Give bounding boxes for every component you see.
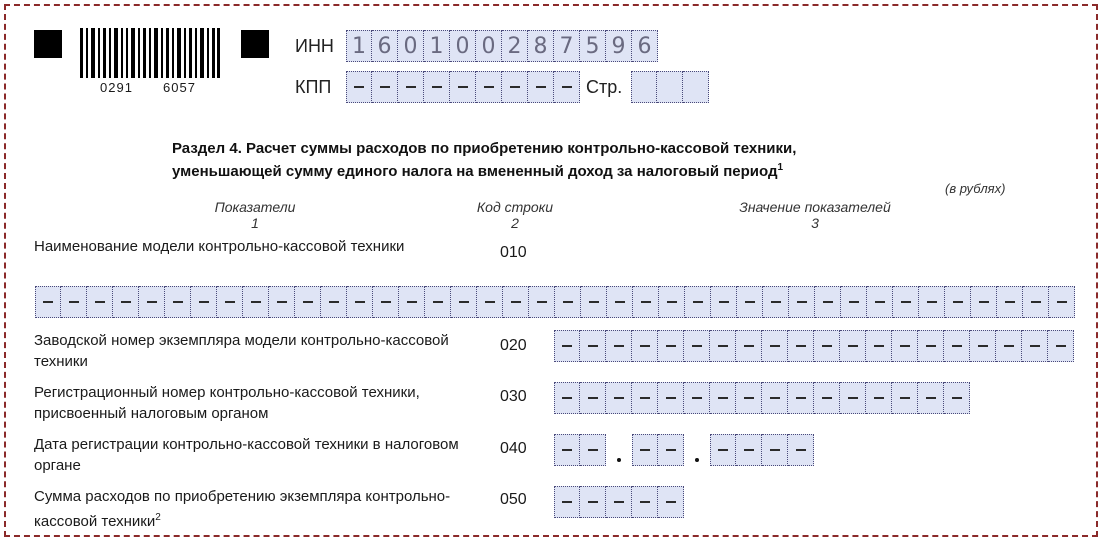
date-separator-dot [617, 458, 621, 462]
form-cell[interactable] [35, 286, 61, 318]
column-number: 2 [511, 215, 519, 231]
column-title: Значение показателей [739, 199, 891, 215]
form-cell[interactable] [840, 330, 866, 362]
page-label: Стр. [586, 77, 623, 97]
form-cell[interactable] [580, 330, 606, 362]
form-cell[interactable] [684, 330, 710, 362]
form-cell[interactable] [763, 286, 789, 318]
inn-digit-cell[interactable]: 6 [372, 30, 398, 62]
kpp-label: КПП [295, 77, 332, 97]
registration-marker-right [241, 30, 269, 58]
form-cell[interactable] [606, 382, 632, 414]
form-cell[interactable] [970, 330, 996, 362]
form-cell[interactable] [788, 434, 814, 466]
form-cell[interactable] [1048, 330, 1074, 362]
column-header-line-code [445, 199, 585, 231]
form-cell[interactable] [944, 330, 970, 362]
form-cell[interactable] [476, 71, 502, 103]
form-cell[interactable] [269, 286, 295, 318]
form-cell[interactable] [554, 434, 580, 466]
form-cell[interactable] [918, 382, 944, 414]
inn-digit-cell[interactable]: 6 [632, 30, 658, 62]
unit-note: (в рублях) [945, 181, 1006, 196]
form-cell[interactable] [191, 286, 217, 318]
form-cell[interactable] [683, 71, 709, 103]
form-cell[interactable] [113, 286, 139, 318]
form-cell[interactable] [606, 330, 632, 362]
row-code-040: 040 [500, 440, 527, 457]
form-cell[interactable] [788, 330, 814, 362]
form-cell[interactable] [866, 330, 892, 362]
inn-digit-cell[interactable]: 1 [346, 30, 372, 62]
form-cell[interactable] [1049, 286, 1075, 318]
form-cell[interactable] [373, 286, 399, 318]
model-name-field[interactable] [35, 286, 1075, 318]
page-number-field[interactable] [631, 71, 709, 103]
form-cell[interactable] [554, 382, 580, 414]
form-cell[interactable] [971, 286, 997, 318]
form-cell[interactable] [736, 434, 762, 466]
form-cell[interactable] [659, 286, 685, 318]
row-footnote-050: 2 [155, 512, 161, 523]
form-cell[interactable] [658, 486, 684, 518]
form-cell[interactable] [347, 286, 373, 318]
form-cell[interactable] [658, 434, 684, 466]
inn-digit-cell[interactable]: 1 [424, 30, 450, 62]
form-cell[interactable] [580, 382, 606, 414]
form-cell[interactable] [762, 382, 788, 414]
form-cell[interactable] [529, 286, 555, 318]
form-cell[interactable] [658, 330, 684, 362]
form-cell[interactable] [346, 71, 372, 103]
inn-digit-cell[interactable]: 0 [450, 30, 476, 62]
kpp-field[interactable] [346, 71, 580, 103]
row-label-010: Наименование модели контрольно-кассовой техники [34, 238, 405, 255]
form-cell[interactable] [841, 286, 867, 318]
form-cell[interactable] [944, 382, 970, 414]
inn-digit-cell[interactable]: 9 [606, 30, 632, 62]
purchase-expense-field[interactable] [554, 486, 684, 518]
form-cell[interactable] [607, 286, 633, 318]
form-cell[interactable] [684, 382, 710, 414]
column-header-indicators [175, 199, 335, 231]
form-cell[interactable] [554, 330, 580, 362]
barcode-number-right: 6057 [163, 80, 196, 95]
form-cell[interactable] [1023, 286, 1049, 318]
form-cell[interactable] [139, 286, 165, 318]
inn-digit-cell[interactable]: 0 [476, 30, 502, 62]
form-cell[interactable] [789, 286, 815, 318]
row-code-050: 050 [500, 491, 527, 508]
title-footnote: 1 [777, 162, 784, 173]
registration-marker-left [34, 30, 62, 58]
registration-date-month-field[interactable] [632, 434, 684, 466]
form-cell[interactable] [919, 286, 945, 318]
form-cell[interactable] [997, 286, 1023, 318]
inn-label: ИНН [295, 36, 334, 56]
registration-date-day-field[interactable] [554, 434, 606, 466]
section-title-line1: Раздел 4. Расчет суммы расходов по приобретению контрольно-кассовой техники, [172, 140, 797, 157]
inn-field[interactable] [346, 30, 658, 62]
form-cell[interactable] [606, 486, 632, 518]
form-cell[interactable] [528, 71, 554, 103]
inn-digit-cell[interactable]: 8 [528, 30, 554, 62]
form-cell[interactable] [918, 330, 944, 362]
barcode-number-left: 0291 [100, 80, 133, 95]
inn-digit-cell[interactable]: 2 [502, 30, 528, 62]
form-cell[interactable] [555, 286, 581, 318]
form-cell[interactable] [477, 286, 503, 318]
serial-number-field[interactable] [554, 330, 1074, 362]
column-title: Код строки [476, 199, 554, 215]
row-label-040: Дата регистрации контрольно-кассовой техники в налоговом органе [34, 436, 459, 474]
form-cell[interactable] [788, 382, 814, 414]
form-cell[interactable] [217, 286, 243, 318]
form-cell[interactable] [399, 286, 425, 318]
form-cell[interactable] [503, 286, 529, 318]
barcode [80, 28, 220, 78]
registration-number-field[interactable] [554, 382, 970, 414]
form-cell[interactable] [87, 286, 113, 318]
form-cell[interactable] [424, 71, 450, 103]
form-cell[interactable] [632, 434, 658, 466]
form-cell[interactable] [711, 286, 737, 318]
form-cell[interactable] [736, 382, 762, 414]
form-cell[interactable] [451, 286, 477, 318]
form-cell[interactable] [632, 330, 658, 362]
form-cell[interactable] [893, 286, 919, 318]
form-cell[interactable] [165, 286, 191, 318]
row-label-050: Сумма расходов по приобретению экземпляра контрольно-кассовой техники$^2$ [34, 488, 451, 530]
form-cell[interactable] [243, 286, 269, 318]
inn-digit-cell[interactable]: 5 [580, 30, 606, 62]
date-separator-dot [695, 458, 699, 462]
form-cell[interactable] [736, 330, 762, 362]
form-cell[interactable] [398, 71, 424, 103]
form-cell[interactable] [450, 71, 476, 103]
form-cell[interactable] [554, 71, 580, 103]
form-cell[interactable] [867, 286, 893, 318]
form-cell[interactable] [580, 486, 606, 518]
form-cell[interactable] [372, 71, 398, 103]
form-cell[interactable] [710, 330, 736, 362]
form-cell[interactable] [892, 330, 918, 362]
form-cell[interactable] [657, 71, 683, 103]
section-title-line2: уменьшающей сумму единого налога на вмененный доход за налоговый период$^1$ [172, 162, 784, 180]
row-code-020: 020 [500, 337, 527, 354]
form-cell[interactable] [631, 71, 657, 103]
column-title: Показатели [214, 199, 296, 215]
form-cell[interactable] [425, 286, 451, 318]
column-number: 3 [811, 215, 819, 231]
form-cell[interactable] [710, 434, 736, 466]
column-number: 1 [251, 215, 259, 231]
form-cell[interactable] [295, 286, 321, 318]
form-cell[interactable] [1022, 330, 1048, 362]
form-cell[interactable] [554, 486, 580, 518]
row-code-030: 030 [500, 388, 527, 405]
form-cell[interactable] [892, 382, 918, 414]
row-label-020: Заводской номер экземпляра модели контрольно-кассовой техники [34, 332, 449, 370]
form-cell[interactable] [502, 71, 528, 103]
form-cell[interactable] [658, 382, 684, 414]
form-cell[interactable] [762, 434, 788, 466]
form-cell[interactable] [685, 286, 711, 318]
form-cell[interactable] [814, 330, 840, 362]
form-cell[interactable] [762, 330, 788, 362]
form-cell[interactable] [710, 382, 736, 414]
row-label-030: Регистрационный номер контрольно-кассовой техники, присвоенный налоговым органом [34, 384, 420, 422]
form-cell[interactable] [581, 286, 607, 318]
form-cell[interactable] [321, 286, 347, 318]
inn-digit-cell[interactable]: 0 [398, 30, 424, 62]
form-cell[interactable] [633, 286, 659, 318]
row-code-010: 010 [500, 244, 527, 261]
form-cell[interactable] [580, 434, 606, 466]
column-header-values [700, 199, 930, 231]
form-cell[interactable] [814, 382, 840, 414]
form-cell[interactable] [632, 486, 658, 518]
registration-date-year-field[interactable] [710, 434, 814, 466]
form-cell[interactable] [737, 286, 763, 318]
form-cell[interactable] [866, 382, 892, 414]
form-cell[interactable] [840, 382, 866, 414]
form-cell[interactable] [632, 382, 658, 414]
inn-digit-cell[interactable]: 7 [554, 30, 580, 62]
form-cell[interactable] [815, 286, 841, 318]
form-cell[interactable] [61, 286, 87, 318]
form-cell[interactable] [996, 330, 1022, 362]
form-cell[interactable] [945, 286, 971, 318]
